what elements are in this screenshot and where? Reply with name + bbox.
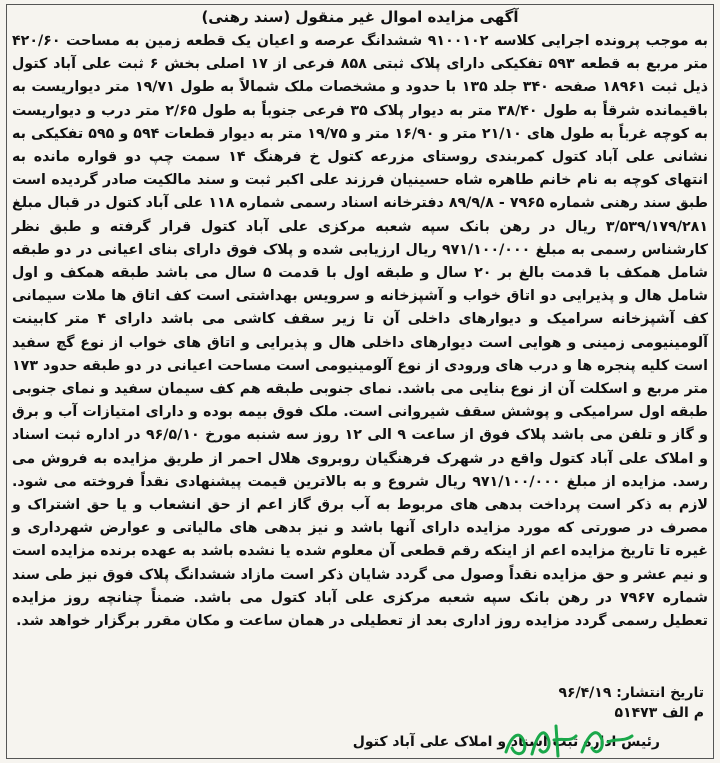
notice-body — [12, 30, 708, 633]
signatory-title: رئیس اداره ثبت اسناد و املاک علی آباد کتول — [352, 734, 660, 750]
notice-title: آگهی مزایده اموال غیر منقول (سند رهنی) — [201, 8, 519, 26]
publish-date: تاریخ انتشار: ۹۶/۴/۱۹ — [558, 685, 704, 701]
reference-number: م الف ۵۱۴۷۳ — [614, 705, 704, 721]
handwritten-mark-icon — [498, 712, 638, 762]
notice-body-text: به موجب پرونده اجرایی کلاسه ۹۱۰۰۱۰۲ ششدانگ عرصه و اعیان یک قطعه زمین به مساحت ۴۲۰/۶۰ متر مربع به قطعه ۵۹۳ تفکیکی دارای پلاک ثبتی ۸۵۸ فرعی از ۱۷ اصلی بخش ۶ ثبت علی آباد کتول ذیل ثبت ۱۸۹۶۱ صفحه ۳۴۰ جلد ۱۳۵ با حدود و مشخصات ملک شمالاً به طول ۱۹/۷۱ متر دیواریست به باقیمانده شرقاً به طول ۳۸/۴۰ متر به دیوار پلاک ۳۵ فرعی جنوباً به طول ۲/۶۵ متر درب و دیواریست به کوچه غرباً به طول های ۲۱/۱۰ متر و ۱۶/۹۰ متر و ۱۹/۷۵ متر به دیوار قطعات ۵۹۴ و ۵۹۵ تفکیکی به نشانی علی آباد کتول کمربندی روستای مزرعه کتول خ فرهنگ ۱۴ سمت چپ دو قواره مانده به انتهای کوچه به نام خانم طاهره شاه حسینیان فرزند علی اکبر ثبت و سند مالکیت صادر گردیده است طبق سند رهنی شماره ۷۹۶۵ - ۸۹/۹/۸ دفترخانه اسناد رسمی شماره ۱۱۸ علی آباد کتول در قبال مبلغ ۳/۵۳۹/۱۷۹/۲۸۱ ریال در رهن بانک سپه شعبه مرکزی علی آباد کتول قرار گرفته و طبق نظر کارشناس رسمی به مبلغ ۹۷۱/۱۰۰/۰۰۰ ریال ارزیابی شده و پلاک فوق دارای بنای اعیانی در دو طبقه شامل همکف با قدمت بالغ بر ۲۰ سال و طبقه اول با قدمت ۵ سال می باشد طبقه همکف و اول شامل هال و پذیرایی دو اتاق خواب و آشپزخانه و سرویس بهداشتی است کف اتاق ها ملات سیمانی کف آشپزخانه سرامیک و دیوارهای داخلی آن تا زیر سقف کاشی می باشد دارای ۴ متر کابینت آلومینیومی زمینی و هوایی است دیوارهای داخلی هال و پذیرایی و اتاق های خواب از نوع گچ سفید است کلیه پنجره ها و درب های ورودی از نوع آلومینیومی است مساحت اعیانی در دو طبقه حدود ۱۷۳ متر مربع و اسکلت آن از نوع بنایی می باشد. نمای جنوبی طبقه هم کف سیمان سفید و نمای جنوبی طبقه اول سرامیکی و پوشش سقف شیروانی است. ملک فوق بیمه بوده و دارای امتیازات آب و برق و گاز و تلفن می باشد پلاک فوق از ساعت ۹ الی ۱۲ روز سه شنبه مورخ ۹۶/۵/۱۰ در اداره ثبت اسناد و املاک علی آباد کتول واقع در شهرک فرهنگیان روبروی هلال احمر از طریق مزایده به فروش می رسد. مزایده از مبلغ ۹۷۱/۱۰۰/۰۰۰ ریال شروع و به بالاترین قیمت پیشنهادی نقداً فروخته می شود. لازم به ذکر است پرداخت بدهی های مربوط به آب برق گاز اعم از حق انشعاب و یا حق اشتراک و مصرف در صورتی که مورد مزایده دارای آنها باشد و نیز بدهی های مالیاتی و عوارض شهرداری و غیره تا تاریخ مزایده اعم از اینکه رقم قطعی آن معلوم شده یا نشده باشد به عهده برنده مزایده است و نیم عشر و حق مزایده نقداً وصول می گردد شایان ذکر است مازاد ششدانگ پلاک فوق نیز طی سند شماره ۷۹۶۷ در رهن بانک سپه شعبه مرکزی علی آباد کتول می باشد. ضمناً چنانچه روز مزایده تعطیل رسمی گردد مزایده روز اداری بعد از تعطیلی در همان ساعت و مکان مقرر برگزار خواهد شد. — [12, 33, 708, 630]
